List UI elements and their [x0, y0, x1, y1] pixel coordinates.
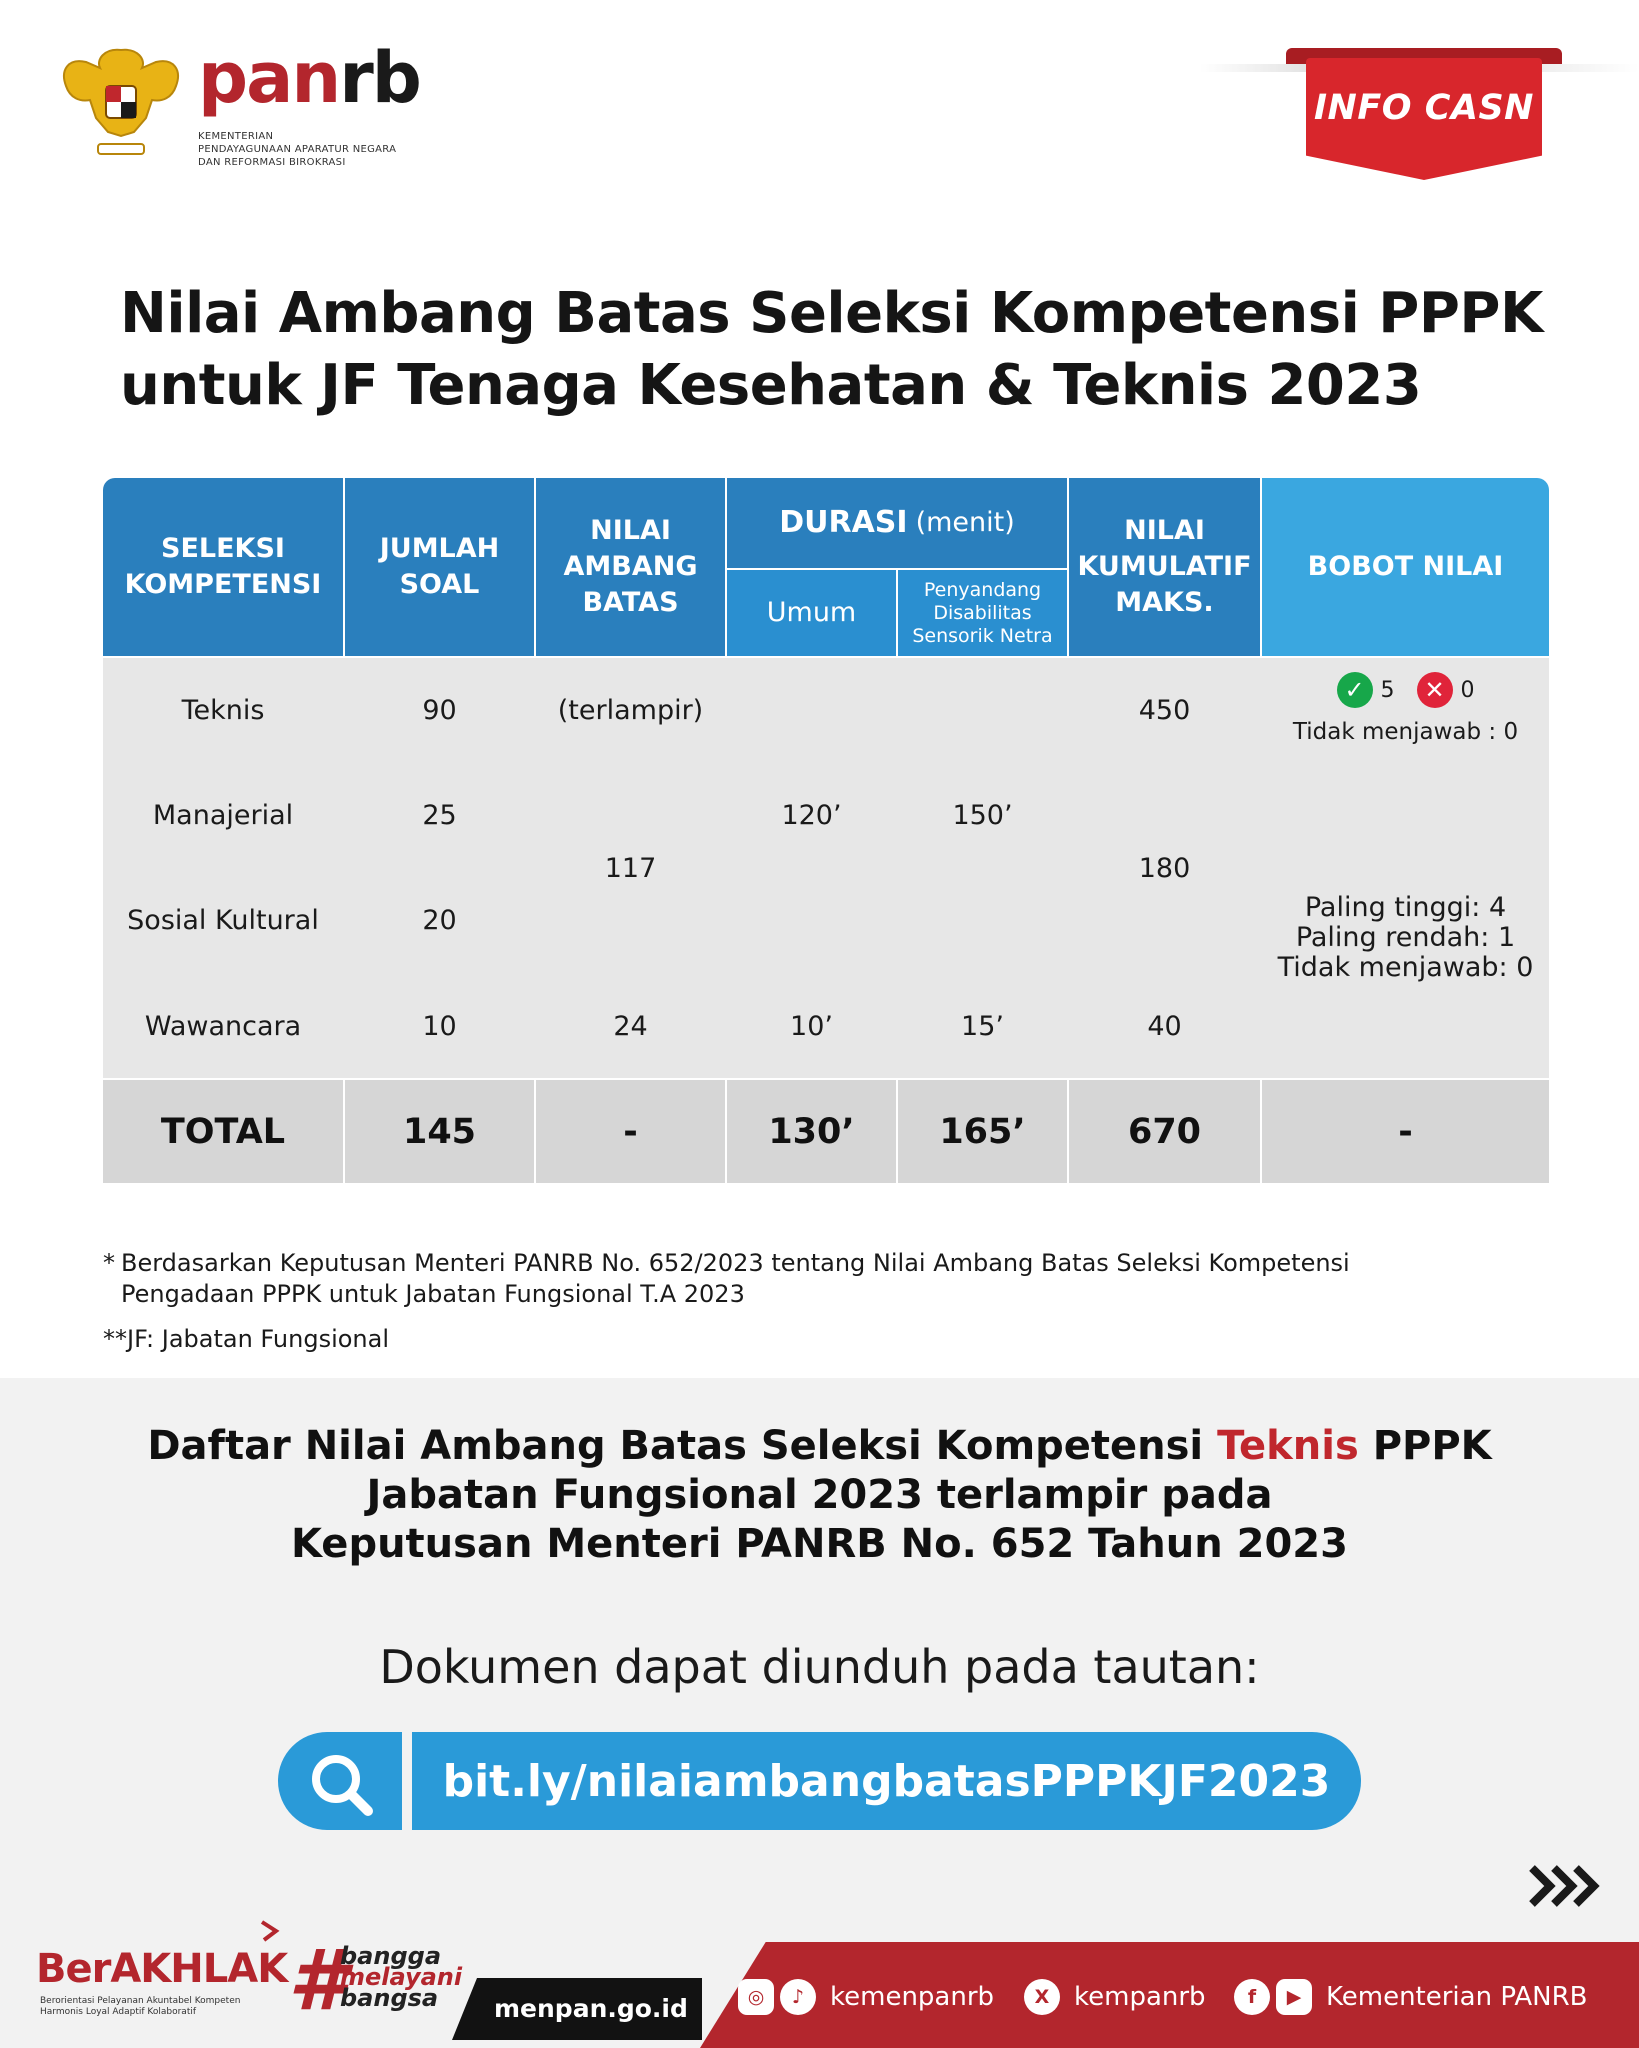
header-jumlah-soal: JUMLAH SOAL: [345, 478, 534, 656]
x-twitter-icon: X: [1024, 1979, 1060, 2015]
header-kumulatif: NILAI KUMULATIF MAKS.: [1069, 478, 1260, 656]
facebook-icon: f: [1234, 1979, 1270, 2015]
header-durasi: DURASI (menit): [727, 478, 1067, 568]
row-teknis-bobot: [1262, 658, 1549, 762]
header-nilai-ambang: NILAI AMBANG BATAS: [536, 478, 725, 656]
bobot-unanswered: Tidak menjawab : 0: [1292, 719, 1519, 745]
row-teknis-ambang: (terlampir): [536, 658, 725, 762]
row-wawancara-ambang: 24: [536, 974, 725, 1078]
social-instagram-tiktok[interactable]: ◎ ♪ kemenpanrb: [738, 1972, 994, 2022]
berakhlak-logo: BerAKHLAK: [36, 1946, 288, 1992]
search-icon: [306, 1749, 378, 1821]
total-umum: 130’: [727, 1080, 896, 1183]
page-title: Nilai Ambang Batas Seleksi Kompetensi PPPK untuk JF Tenaga Kesehatan & Teknis 2023: [120, 281, 1543, 418]
merged-durasi-umum: 120’: [727, 658, 896, 972]
social-facebook-youtube[interactable]: f ▶ Kementerian PANRB: [1234, 1972, 1588, 2022]
social-x[interactable]: X kempanrb: [1024, 1972, 1206, 2022]
next-chevrons-icon: [1526, 1856, 1612, 1916]
instagram-icon: ◎: [738, 1979, 774, 2015]
garuda-emblem-icon: [56, 40, 186, 165]
bobot-lowest: Paling rendah: 1: [1295, 922, 1516, 953]
download-prompt: Dokumen dapat diunduh pada tautan:: [379, 1640, 1260, 1694]
row-wawancara-kumulatif: 40: [1069, 974, 1260, 1078]
row-wawancara-soal: 10: [345, 974, 534, 1078]
info-casn-label: INFO CASN: [1314, 88, 1534, 128]
total-soal: 145: [345, 1080, 534, 1183]
bobot-correct-value: 5: [1380, 677, 1395, 703]
row-teknis-soal: 90: [345, 658, 534, 762]
header-bobot: BOBOT NILAI: [1262, 478, 1549, 656]
brand-block: [198, 38, 420, 169]
link-divider: [402, 1732, 412, 1830]
row-wawancara-name: Wawancara: [103, 974, 343, 1078]
row-teknis-name: Teknis: [103, 658, 343, 762]
row-wawancara-disabilitas: 15’: [898, 974, 1067, 1078]
row-manajerial-name: Manajerial: [103, 764, 343, 866]
merged-bobot-skala: [1262, 764, 1549, 1078]
merged-durasi-disabilitas: 150’: [898, 658, 1067, 972]
bobot-none: Tidak menjawab: 0: [1277, 952, 1534, 983]
threshold-table: [103, 478, 1549, 1183]
berakhlak-tagline: Berorientasi Pelayanan Akuntabel Kompeten Harmonis Loyal Adaptif Kolaboratif: [40, 1996, 241, 2017]
footnote-1: * Berdasarkan Keputusan Menteri PANRB No. 652/2023 tentang Nilai Ambang Batas Seleksi Kompetensi Pengadaan PPPK untuk Jabatan Fungsional T.A 2023: [103, 1249, 1350, 1308]
youtube-icon: ▶: [1276, 1979, 1312, 2015]
header-durasi-disabilitas: Penyandang Disabilitas Sensorik Netra: [898, 570, 1067, 656]
brand-logo: panrb: [198, 37, 420, 119]
total-bobot: -: [1262, 1080, 1549, 1183]
row-sosial-name: Sosial Kultural: [103, 868, 343, 972]
bobot-highest: Paling tinggi: 4: [1304, 892, 1507, 923]
bangga-melayani-bangsa: bangga melayani bangsa: [340, 1942, 463, 2012]
row-manajerial-soal: 25: [345, 764, 534, 866]
website-link[interactable]: menpan.go.id: [494, 1994, 688, 2023]
berakhlak-mark-icon: [258, 1920, 280, 1942]
row-wawancara-umum: 10’: [727, 974, 896, 1078]
total-ambang: -: [536, 1080, 725, 1183]
total-kumulatif: 670: [1069, 1080, 1260, 1183]
header-durasi-umum: Umum: [727, 570, 896, 656]
bobot-wrong-value: 0: [1460, 677, 1475, 703]
tiktok-icon: ♪: [780, 1979, 816, 2015]
total-label: TOTAL: [103, 1080, 343, 1183]
wrong-x-icon: ✕: [1417, 672, 1453, 708]
row-teknis-kumulatif: 450: [1069, 658, 1260, 762]
total-disabilitas: 165’: [898, 1080, 1067, 1183]
daftar-heading: Daftar Nilai Ambang Batas Seleksi Kompetensi Teknis PPPK Jabatan Fungsional 2023 terlampir pada Keputusan Menteri PANRB No. 652 Tahun 2023: [147, 1423, 1492, 1567]
header-seleksi: SELEKSI KOMPETENSI: [103, 478, 343, 656]
ministry-name: KEMENTERIAN PENDAYAGUNAAN APARATUR NEGARA DAN REFORMASI BIROKRASI: [198, 131, 397, 168]
correct-check-icon: ✓: [1337, 672, 1373, 708]
footnotes: [103, 1248, 1350, 1355]
hashtag-mark: #: [288, 1931, 347, 2029]
merged-ambang: 117: [536, 764, 725, 972]
merged-kumulatif: 180: [1069, 764, 1260, 972]
footnote-2: **JF: Jabatan Fungsional: [103, 1325, 390, 1353]
row-sosial-soal: 20: [345, 868, 534, 972]
download-link[interactable]: bit.ly/nilaiambangbatasPPPKJF2023: [442, 1755, 1331, 1807]
